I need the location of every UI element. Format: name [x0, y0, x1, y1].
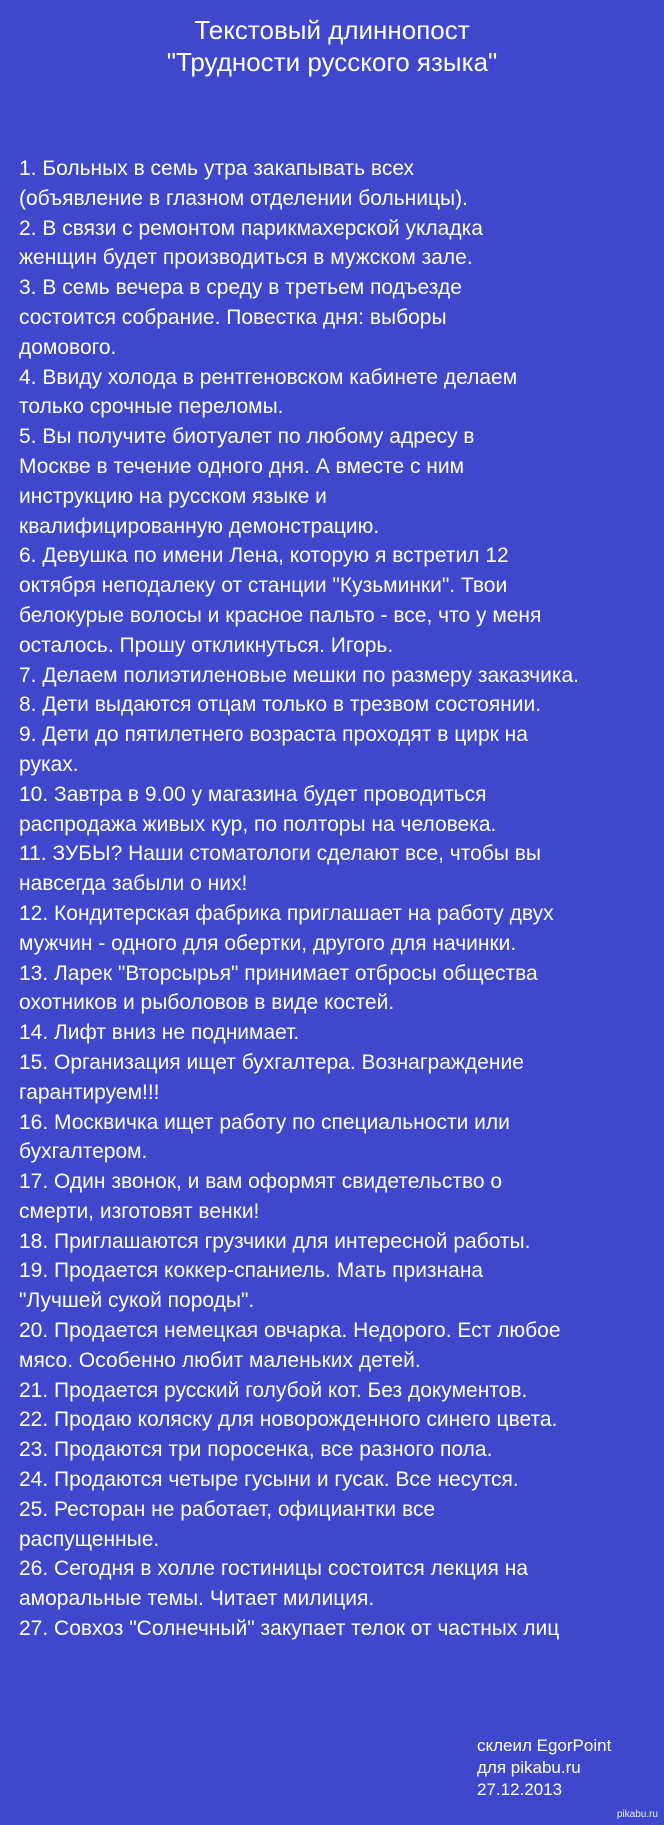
list-item	[19, 899, 659, 959]
list-item-line: 22. Продаю коляску для новорожденного синего цвета.	[19, 1408, 558, 1432]
list-item	[19, 780, 659, 840]
list-item-line: домового.	[19, 335, 117, 359]
list-item-line: распродажа живых кур, по полторы на человека.	[19, 812, 497, 836]
list-item-line: 1. Больных в семь утра закапывать всех	[19, 157, 415, 180]
list-item-line: 5. Вы получите биотуалет по любому адресу в	[19, 425, 475, 449]
list-item-line: квалифицированную демонстрацию.	[19, 514, 380, 538]
list-item	[19, 1227, 659, 1257]
list-item	[19, 363, 659, 423]
list-item	[19, 422, 659, 541]
list-item	[19, 1018, 659, 1048]
list-item-line: 8. Дети выдаются отцам только в трезвом состоянии.	[19, 693, 542, 717]
post-title-line-1: Текстовый длиннопост	[194, 15, 470, 45]
list-item-line: 7. Делаем полиэтиленовые мешки по размеру заказчика.	[19, 663, 579, 687]
list-item-line: аморальные темы. Читает милиция.	[19, 1587, 375, 1611]
list-item-line: Москве в течение одного дня. А вместе с ним	[19, 454, 465, 478]
list-item	[19, 273, 659, 362]
list-item-line: гарантируем!!!	[19, 1080, 160, 1104]
post-title	[0, 14, 664, 78]
list-item	[19, 1167, 659, 1227]
credits-site: для pikabu.ru	[477, 1758, 581, 1777]
list-item-line: 12. Кондитерская фабрика приглашает на работу двух	[19, 901, 554, 925]
list-item	[19, 1316, 659, 1376]
list-item-line: бухгалтером.	[19, 1140, 148, 1164]
list-item	[19, 839, 659, 899]
list-item-line: 16. Москвичка ищет работу по специальности или	[19, 1110, 510, 1134]
list-item-line: смерти, изготовят венки!	[19, 1199, 260, 1223]
credits	[477, 1735, 611, 1801]
list-item-line: 4. Ввиду холода в рентгеновском кабинете делаем	[19, 365, 518, 389]
list-item-line: 13. Ларек "Вторсырья" принимает отбросы общества	[19, 961, 538, 985]
list-item	[19, 154, 659, 214]
list-item-line: 26. Сегодня в холле гостиницы состоится лекция на	[19, 1557, 529, 1581]
list-item-line: 11. ЗУБЫ? Наши стоматологи сделают все, чтобы вы	[19, 842, 541, 866]
list-item	[19, 959, 659, 1019]
list-item-line: 3. В семь вечера в среду в третьем подъезде	[19, 276, 462, 300]
list-item-line: (объявление в глазном отделении больницы).	[19, 186, 468, 210]
list-item-line: 21. Продается русский голубой кот. Без документов.	[19, 1378, 528, 1402]
list-item-line: 9. Дети до пятилетнего возраста проходят в цирк на	[19, 723, 528, 747]
list-item	[19, 720, 659, 780]
list-item-line: 18. Приглашаются грузчики для интересной работы.	[19, 1229, 531, 1253]
ads-list	[19, 154, 659, 1644]
list-item-line: мясо. Особенно любит маленьких детей.	[19, 1348, 421, 1372]
list-item-line: 6. Девушка по имени Лена, которую я встретил 12	[19, 544, 509, 568]
list-item-line: белокурые волосы и красное пальто - все, что у меня	[19, 603, 542, 627]
post-title-line-2: "Трудности русского языка"	[166, 47, 498, 77]
list-item	[19, 1614, 659, 1644]
list-item	[19, 214, 659, 274]
list-item-line: навсегда забыли о них!	[19, 872, 248, 896]
list-item-line: распущенные.	[19, 1527, 160, 1551]
list-item-line: 19. Продается коккер-спаниель. Мать признана	[19, 1259, 484, 1283]
list-item-line: женщин будет производиться в мужском зале.	[19, 246, 473, 270]
list-item	[19, 1465, 659, 1495]
list-item-line: 27. Совхоз "Солнечный" закупает телок от частных лиц	[19, 1617, 560, 1641]
list-item-line: "Лучшей сукой породы".	[19, 1289, 255, 1313]
credits-date: 27.12.2013	[477, 1780, 563, 1799]
list-item	[19, 690, 659, 720]
list-item-line: осталось. Прошу откликнуться. Игорь.	[19, 633, 394, 657]
list-item	[19, 1405, 659, 1435]
list-item-line: 15. Организация ищет бухгалтера. Вознаграждение	[19, 1050, 524, 1074]
list-item-line: 2. В связи с ремонтом парикмахерской укладка	[19, 216, 483, 240]
list-item-line: 14. Лифт вниз не поднимает.	[19, 1021, 300, 1045]
list-item-line: только срочные переломы.	[19, 395, 284, 419]
list-item	[19, 1256, 659, 1316]
list-item	[19, 661, 659, 691]
list-item	[19, 1435, 659, 1465]
list-item-line: охотников и рыболовов в виде костей.	[19, 991, 395, 1015]
list-item	[19, 1495, 659, 1555]
list-item-line: мужчин - одного для обертки, другого для начинки.	[19, 931, 517, 955]
list-item-line: руках.	[19, 752, 79, 776]
list-item	[19, 1554, 659, 1614]
list-item	[19, 541, 659, 660]
site-watermark: pikabu.ru	[616, 1809, 658, 1820]
list-item-line: 24. Продаются четыре гусыни и гусак. Все несутся.	[19, 1468, 519, 1492]
list-item-line: 17. Один звонок, и вам оформят свидетельство о	[19, 1170, 503, 1194]
list-item-line: 20. Продается немецкая овчарка. Недорого. Ест любое	[19, 1319, 561, 1343]
list-item-line: октября неподалеку от станции "Кузьминки". Твои	[19, 574, 508, 598]
list-item	[19, 1376, 659, 1406]
list-item-line: 23. Продаются три поросенка, все разного пола.	[19, 1438, 493, 1462]
list-item-line: инструкцию на русском языке и	[19, 484, 327, 508]
credits-author: склеил EgorPoint	[477, 1736, 612, 1755]
list-item	[19, 1048, 659, 1108]
list-item	[19, 1108, 659, 1168]
list-item-line: 10. Завтра в 9.00 у магазина будет проводиться	[19, 782, 487, 806]
list-item-line: состоится собрание. Повестка дня: выборы	[19, 305, 447, 329]
list-item-line: 25. Ресторан не работает, официантки все	[19, 1497, 436, 1521]
